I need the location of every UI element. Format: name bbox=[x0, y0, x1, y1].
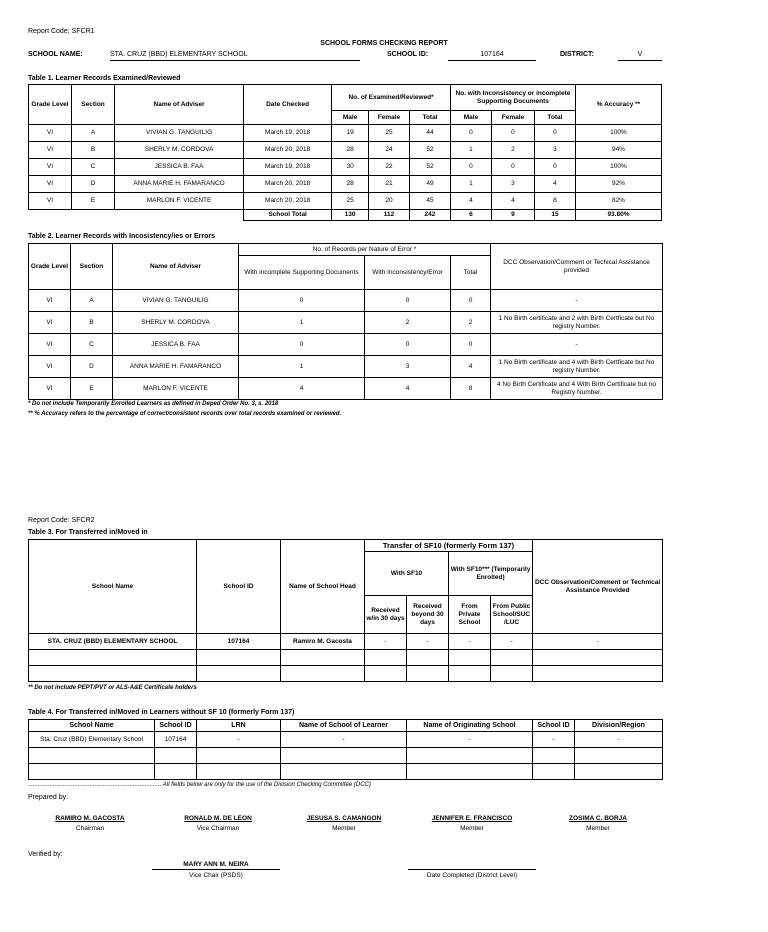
table3-caption: Table 3. For Transferred in/Moved in bbox=[28, 529, 148, 536]
t3-cell: - bbox=[491, 634, 533, 650]
t4-cell: - bbox=[575, 732, 663, 748]
date-completed-line bbox=[408, 861, 536, 870]
t1-head-male-inc: Male bbox=[450, 111, 491, 125]
district-underline bbox=[618, 60, 662, 61]
t1-head-total-inc: Total bbox=[534, 111, 575, 125]
t1-cell: 0 bbox=[450, 125, 491, 142]
t2-cell: VI bbox=[29, 356, 71, 378]
t2-cell: 4 bbox=[451, 356, 491, 378]
signatory-role: Vice Chairman bbox=[196, 825, 240, 832]
signatory-name: RAMIRO M. GACOSTA bbox=[55, 815, 125, 822]
table-row bbox=[29, 666, 663, 682]
t1-total-cell: 130 bbox=[332, 210, 369, 221]
t3-head-head: Name of School Head bbox=[281, 540, 365, 634]
dcc-note: ................................................................................ All fields below are only for the use of the Division Checking Committee (DCC) bbox=[28, 782, 371, 788]
t2-cell: A bbox=[71, 290, 113, 312]
t2-cell: 0 bbox=[239, 290, 365, 312]
t1-cell: 4 bbox=[491, 193, 534, 210]
t1-cell: 100% bbox=[575, 125, 661, 142]
date-completed bbox=[408, 861, 536, 879]
table-total-row bbox=[29, 210, 662, 221]
table-row bbox=[29, 732, 663, 748]
signatory-name: JENNIFER E. FRANCISCO bbox=[431, 815, 513, 822]
t1-head-total: Total bbox=[409, 111, 450, 125]
t2-cell: 2 bbox=[451, 312, 491, 334]
t1-cell: 52 bbox=[409, 142, 450, 159]
table-row bbox=[29, 159, 662, 176]
t1-cell: March 20, 2018 bbox=[244, 176, 332, 193]
t4-head-school: School Name bbox=[29, 720, 155, 732]
t2-head-dcc: DCC Observation/Comment or Techical Assistance provided bbox=[491, 244, 663, 290]
table-row bbox=[29, 290, 663, 312]
t2-cell: VI bbox=[29, 312, 71, 334]
t2-head-incomplete: With incomplete Supporting Documents bbox=[239, 256, 365, 290]
school-id-label: SCHOOL ID: bbox=[387, 51, 429, 58]
t1-cell: 4 bbox=[450, 193, 491, 210]
t1-cell: 52 bbox=[409, 159, 450, 176]
t1-cell: 25 bbox=[369, 125, 410, 142]
t1-cell: JESSICA B. FAA bbox=[115, 159, 244, 176]
table4 bbox=[28, 719, 663, 780]
t1-total-cell: 112 bbox=[369, 210, 410, 221]
t2-cell: C bbox=[71, 334, 113, 356]
t1-cell: VI bbox=[29, 159, 72, 176]
t1-cell: D bbox=[72, 176, 115, 193]
t1-cell: March 20, 2018 bbox=[244, 142, 332, 159]
signatory-2 bbox=[168, 815, 268, 832]
school-id-underline bbox=[448, 60, 536, 61]
t2-cell: 2 bbox=[365, 312, 451, 334]
table1-caption: Table 1. Learner Records Examined/Reviewed bbox=[28, 75, 181, 82]
t2-cell: 4 bbox=[365, 378, 451, 400]
t2-cell: VI bbox=[29, 290, 71, 312]
t1-head-adviser: Name of Adviser bbox=[115, 85, 244, 125]
t3-head-private: From Private School bbox=[449, 596, 491, 634]
t2-cell: B bbox=[71, 312, 113, 334]
t4-head-origin: Name of Originating School bbox=[407, 720, 533, 732]
t1-cell: 100% bbox=[575, 159, 661, 176]
signatory-name: ZOSIMA C. BORJA bbox=[569, 815, 627, 822]
table2 bbox=[28, 243, 663, 400]
table-row bbox=[29, 176, 662, 193]
t1-cell: VI bbox=[29, 193, 72, 210]
t1-cell: 24 bbox=[369, 142, 410, 159]
t1-head-examined: No. of Examined/Reviewed* bbox=[332, 85, 451, 111]
t1-cell: 0 bbox=[534, 159, 575, 176]
t1-cell: 3 bbox=[491, 176, 534, 193]
t1-total-cell: 15 bbox=[534, 210, 575, 221]
t1-cell: 45 bbox=[409, 193, 450, 210]
t3-cell: - bbox=[365, 634, 407, 650]
table4-caption: Table 4. For Transferred in/Moved in Learners without SF 10 (formerly Form 137) bbox=[28, 709, 295, 716]
t3-head-id: School ID bbox=[197, 540, 281, 634]
report-code-2: Report Code: SFCR2 bbox=[28, 517, 95, 524]
prepared-by-label: Prepared by: bbox=[28, 794, 69, 801]
t2-cell: 0 bbox=[451, 290, 491, 312]
t2-cell: 0 bbox=[365, 334, 451, 356]
table2-caption: Table 2. Learner Records with Incosistency/ies or Errors bbox=[28, 233, 215, 240]
table-row bbox=[29, 634, 663, 650]
t1-cell: 0 bbox=[450, 159, 491, 176]
table-row bbox=[29, 142, 662, 159]
t3-head-with-sf10-temp: With SF10*** (Temporarily Enrolled) bbox=[449, 552, 533, 596]
t4-head-lrn: LRN bbox=[197, 720, 281, 732]
t3-head-transfer: Transfer of SF10 (formerly Form 137) bbox=[365, 540, 533, 552]
verifier-role: Vice Chair (PSDS) bbox=[189, 872, 243, 879]
verified-by-label: Verified by: bbox=[28, 851, 63, 858]
table-row bbox=[29, 334, 663, 356]
t3-cell: 107164 bbox=[197, 634, 281, 650]
signatory-1 bbox=[40, 815, 140, 832]
t1-cell: March 20, 2018 bbox=[244, 193, 332, 210]
school-id-value: 107164 bbox=[480, 51, 504, 58]
t1-cell: March 19, 2018 bbox=[244, 159, 332, 176]
t2-head-total: Total bbox=[451, 256, 491, 290]
t3-head-public: From Public School/SUC /LUC bbox=[491, 596, 533, 634]
table-row bbox=[29, 378, 663, 400]
t1-total-label: School Total bbox=[244, 210, 332, 221]
t1-cell: VI bbox=[29, 125, 72, 142]
t2-cell: 4 bbox=[239, 378, 365, 400]
t3-cell: - bbox=[449, 634, 491, 650]
t2-cell: 1 bbox=[239, 312, 365, 334]
t2-head-grade: Grade Level bbox=[29, 244, 71, 290]
t1-cell: 1 bbox=[450, 142, 491, 159]
t1-cell: 94% bbox=[575, 142, 661, 159]
verifier-name: MARY ANN M. NEIRA bbox=[152, 861, 280, 870]
district-label: DISTRICT: bbox=[560, 51, 594, 58]
t1-cell: 30 bbox=[332, 159, 369, 176]
table1 bbox=[28, 84, 662, 221]
table-row bbox=[29, 748, 663, 764]
footnote-2: ** % Accuracy refers to the percentage of correct/consistent records over total records examined or reviewed. bbox=[28, 411, 342, 417]
table-row bbox=[29, 356, 663, 378]
t4-cell: 107164 bbox=[155, 732, 197, 748]
t3-head-within30: Received w/in 30 days bbox=[365, 596, 407, 634]
signatory-role: Member bbox=[586, 825, 610, 832]
signatory-role: Member bbox=[460, 825, 484, 832]
signatory-role: Member bbox=[332, 825, 356, 832]
t4-cell: - bbox=[533, 732, 575, 748]
t3-head-beyond30: Received beyond 30 days bbox=[407, 596, 449, 634]
t2-head-inconsistency: With Inconsistency/Error bbox=[365, 256, 451, 290]
t4-cell: - bbox=[407, 732, 533, 748]
t2-cell: 1 No Birth certificate and 2 with Birth Certficate but No registry Number. bbox=[491, 312, 663, 334]
t1-total-cell: 9 bbox=[491, 210, 534, 221]
t4-cell: - bbox=[197, 732, 281, 748]
t2-cell: D bbox=[71, 356, 113, 378]
district-value: V bbox=[637, 51, 643, 58]
t2-cell: 4 No Birth Certificate and 4 With Birth Certificate but no Registry Number. bbox=[491, 378, 663, 400]
table3 bbox=[28, 539, 663, 682]
t1-cell: March 19, 2018 bbox=[244, 125, 332, 142]
t1-cell: 4 bbox=[534, 176, 575, 193]
t1-cell: B bbox=[72, 142, 115, 159]
t1-cell: 25 bbox=[332, 193, 369, 210]
t1-head-female-inc: Female bbox=[491, 111, 534, 125]
t1-cell: C bbox=[72, 159, 115, 176]
t1-cell: 44 bbox=[409, 125, 450, 142]
t1-head-grade: Grade Level bbox=[29, 85, 72, 125]
t4-head-id: School ID bbox=[155, 720, 197, 732]
t4-cell: - bbox=[281, 732, 407, 748]
footnote-1: * Do not include Temporarily Enrolled Learners as defined in Deped Order No. 3, s. 2018 bbox=[28, 401, 279, 407]
t2-head-nature: No. of Records per Nature of Error * bbox=[239, 244, 491, 256]
footnote-3: ** Do not include PEPT/PVT or ALS-A&E Certificate holders bbox=[28, 685, 197, 691]
t1-cell: 28 bbox=[332, 176, 369, 193]
t1-cell: 8 bbox=[534, 193, 575, 210]
t2-cell: VIVIAN G. TANGUILIG bbox=[113, 290, 239, 312]
t2-cell: MARLON F. VICENTE bbox=[113, 378, 239, 400]
school-name-label: SCHOOL NAME: bbox=[28, 51, 83, 58]
t1-cell: ANNA MARIE H. FAMARANCO bbox=[115, 176, 244, 193]
t1-cell: 1 bbox=[450, 176, 491, 193]
signatory-5 bbox=[548, 815, 648, 832]
school-name-value: STA. CRUZ (BBD) ELEMENTARY SCHOOL bbox=[110, 51, 248, 58]
t2-cell: 0 bbox=[239, 334, 365, 356]
t2-cell: VI bbox=[29, 334, 71, 356]
t1-cell: VIVIAN G. TANGUILIG bbox=[115, 125, 244, 142]
t1-head-inconsistent: No. with Inconsistency or incomplete Supporting Documents bbox=[450, 85, 575, 111]
t1-cell: 28 bbox=[332, 142, 369, 159]
table-row bbox=[29, 764, 663, 780]
signatory-name: RONALD M. DE LEON bbox=[184, 815, 252, 822]
t4-head-learner-school: Name of School of Learner bbox=[281, 720, 407, 732]
t1-cell: 82% bbox=[575, 193, 661, 210]
t1-cell: SHERLY M. CORDOVA bbox=[115, 142, 244, 159]
t1-cell: 3 bbox=[534, 142, 575, 159]
t2-cell: 1 No Birth certificate and 4 with Birth Certficate but No registry Number. bbox=[491, 356, 663, 378]
table-row bbox=[29, 125, 662, 142]
t3-cell: - bbox=[407, 634, 449, 650]
t1-cell: 0 bbox=[534, 125, 575, 142]
t1-total-cell: 6 bbox=[450, 210, 491, 221]
t2-cell: - bbox=[491, 290, 663, 312]
t1-cell: 2 bbox=[491, 142, 534, 159]
signatory-name: JESUSA S. CAMANGON bbox=[306, 815, 382, 822]
table-row bbox=[29, 650, 663, 666]
t4-cell: Sta. Cruz (BBD) Elementary School bbox=[29, 732, 155, 748]
t2-head-section: Section bbox=[71, 244, 113, 290]
t1-cell: VI bbox=[29, 176, 72, 193]
t2-cell: - bbox=[491, 334, 663, 356]
t1-cell: 0 bbox=[491, 125, 534, 142]
t3-head-dcc: DCC Observation/Comment or Technical Assistance Provided bbox=[533, 540, 663, 634]
signatory-4 bbox=[418, 815, 526, 832]
t2-cell: 0 bbox=[365, 290, 451, 312]
t1-cell: A bbox=[72, 125, 115, 142]
t2-cell: ANNA MARIE H. FAMARANCO bbox=[113, 356, 239, 378]
t2-cell: 1 bbox=[239, 356, 365, 378]
t4-head-division: Division/Region bbox=[575, 720, 663, 732]
t1-cell: 20 bbox=[369, 193, 410, 210]
date-completed-label: Date Completed (District Level) bbox=[426, 872, 518, 879]
t1-head-male: Male bbox=[332, 111, 369, 125]
t2-cell: JESSICA B. FAA bbox=[113, 334, 239, 356]
verifier bbox=[152, 861, 280, 879]
t3-head-school: School Name bbox=[29, 540, 197, 634]
t2-cell: 0 bbox=[451, 334, 491, 356]
t1-cell: MARLON F. VICENTE bbox=[115, 193, 244, 210]
report-code-1: Report Code; SFCR1 bbox=[28, 28, 95, 35]
t1-cell: 49 bbox=[409, 176, 450, 193]
t1-head-section: Section bbox=[72, 85, 115, 125]
t1-cell: 21 bbox=[369, 176, 410, 193]
t1-cell: 19 bbox=[332, 125, 369, 142]
t2-cell: E bbox=[71, 378, 113, 400]
t1-total-cell: 93.80% bbox=[575, 210, 661, 221]
table-row bbox=[29, 193, 662, 210]
t4-head-id2: School ID bbox=[533, 720, 575, 732]
t1-head-accuracy: % Accuracy ** bbox=[575, 85, 661, 125]
t1-cell: 22 bbox=[369, 159, 410, 176]
signatory-role: Chairman bbox=[75, 825, 105, 832]
t3-cell: Ramiro M. Gacosta bbox=[281, 634, 365, 650]
t2-cell: 8 bbox=[451, 378, 491, 400]
school-name-underline bbox=[110, 60, 360, 61]
t1-head-female: Female bbox=[369, 111, 410, 125]
t1-cell: 0 bbox=[491, 159, 534, 176]
t2-cell: 3 bbox=[365, 356, 451, 378]
t3-cell: STA. CRUZ (BBD) ELEMENTARY SCHOOL bbox=[29, 634, 197, 650]
t2-head-adviser: Name of Adviser bbox=[113, 244, 239, 290]
table-row bbox=[29, 312, 663, 334]
signatory-3 bbox=[292, 815, 396, 832]
t3-cell: - bbox=[533, 634, 663, 650]
t3-head-with-sf10: With SF10 bbox=[365, 552, 449, 596]
t2-cell: VI bbox=[29, 378, 71, 400]
report-title: SCHOOL FORMS CHECKING REPORT bbox=[320, 40, 448, 47]
t1-cell: VI bbox=[29, 142, 72, 159]
t1-total-cell: 242 bbox=[409, 210, 450, 221]
t1-head-date: Date Checked bbox=[244, 85, 332, 125]
t2-cell: SHERLY M. CORDOVA bbox=[113, 312, 239, 334]
t1-cell: 92% bbox=[575, 176, 661, 193]
t1-cell: E bbox=[72, 193, 115, 210]
